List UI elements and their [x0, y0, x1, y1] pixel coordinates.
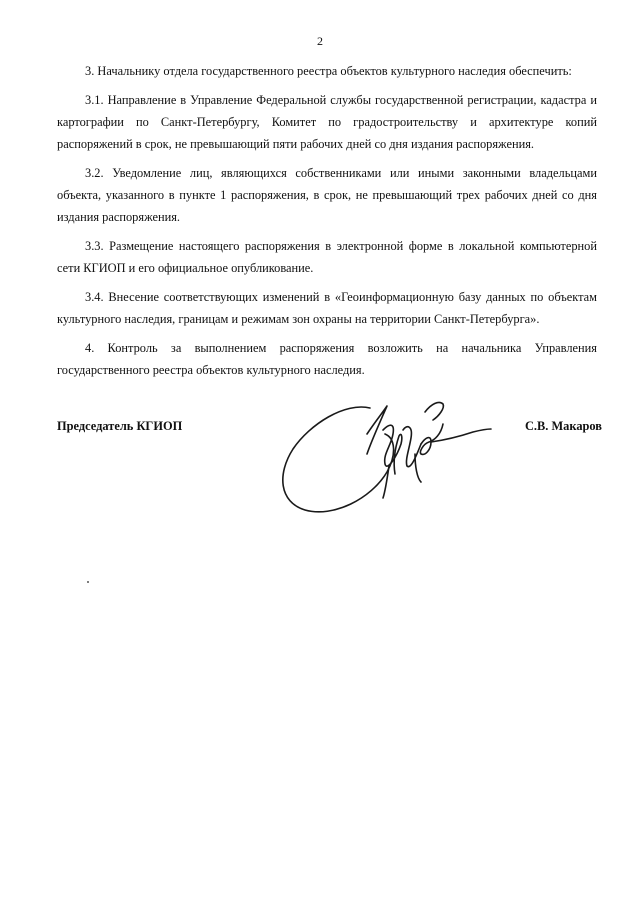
signatory-name: С.В. Макаров: [524, 419, 602, 433]
paragraph-3-1: 3.1. Направление в Управление Федеральной службы государственной регистрации, кадастра и картографии по Санкт-Петербургу, Комитет по градостроительству и архитектуре копий распоряжений в срок, не превышающий пяти рабочих дней со дня издания распоряжения.: [57, 93, 597, 151]
page-number: 2: [317, 34, 323, 48]
document-body: [57, 60, 597, 388]
paragraph-3-2: 3.2. Уведомление лиц, являющихся собственниками или иными законными владельцами объекта, указанного в пункте 1 распоряжения, в срок, не превышающий трех рабочих дней со дня издания распоряжения.: [57, 166, 597, 224]
paragraph-4: 4. Контроль за выполнением распоряжения возложить на начальника Управления государственного реестра объектов культурного наследия.: [57, 341, 597, 377]
scan-speck: [87, 581, 89, 583]
paragraph-3: 3. Начальнику отдела государственного реестра объектов культурного наследия обеспечить:: [85, 64, 572, 78]
paragraph-3-3: 3.3. Размещение настоящего распоряжения в электронной форме в локальной компьютерной сети КГИОП и его официальное опубликование.: [57, 239, 597, 275]
handwritten-signature: [275, 394, 500, 516]
paragraph-3-4: 3.4. Внесение соответствующих изменений в «Геоинформационную базу данных по объектам культурного наследия, границам и режимам зон охраны на территории Санкт-Петербурга».: [57, 290, 597, 326]
signatory-title: Председатель КГИОП: [57, 419, 183, 433]
